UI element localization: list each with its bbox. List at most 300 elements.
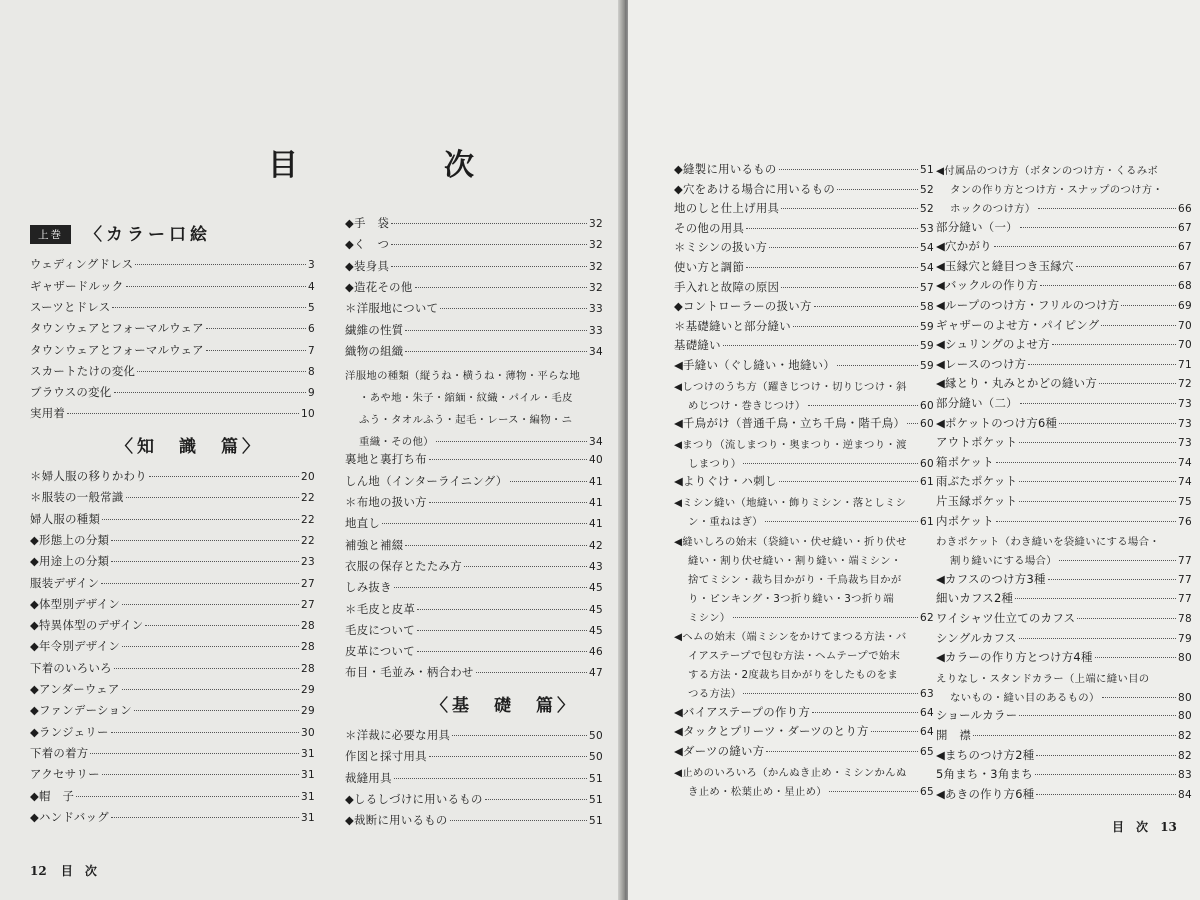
dot-leader [111, 732, 299, 733]
toc-entry-text: ギャザードルック [30, 278, 124, 293]
toc-entry [674, 628, 934, 704]
dot-leader [996, 521, 1176, 522]
toc-entry [345, 813, 603, 828]
toc-entry [674, 474, 934, 489]
toc-page-number: 54 [920, 242, 934, 255]
toc-entry [345, 644, 603, 659]
toc-entry-text: 実用着 [30, 406, 66, 421]
toc-page-number: 41 [589, 518, 603, 531]
dot-leader [112, 307, 306, 308]
toc-page-number: 60 [920, 457, 934, 470]
dot-leader [996, 462, 1176, 463]
toc-entry [674, 299, 934, 314]
toc-page-number: 6 [308, 323, 315, 336]
toc-entry-text: ◀レースのつけ方 [936, 356, 1027, 371]
dot-leader [76, 796, 299, 797]
toc-entry-text: しみ抜き [345, 580, 392, 595]
toc-entry [30, 406, 315, 421]
toc-entry-text: する方法・2度裁ち目かがりをしたものをま [688, 669, 899, 682]
dot-leader [765, 521, 918, 522]
toc-entry [345, 323, 603, 338]
toc-entry-text: 割り縫いにする場合） [950, 555, 1057, 568]
toc-entry-text: 衣服の保存とたたみ方 [345, 558, 462, 573]
toc-entry-text: 織物の組織 [345, 343, 404, 358]
dot-leader [829, 791, 918, 792]
dot-leader [814, 306, 918, 307]
toc-entry-text: ◆ハンドバッグ [30, 809, 109, 824]
toc-page-number: 42 [589, 539, 603, 552]
toc-page-number: 32 [589, 260, 603, 273]
toc-entry-text: ワイシャツ仕立てのカフス [936, 611, 1076, 625]
toc-entry-text: 毛皮について [345, 622, 415, 637]
toc-page-number: 67 [1178, 221, 1192, 234]
dot-leader [1019, 638, 1177, 639]
toc-page-number: 74 [1178, 456, 1192, 469]
toc-entry-text: しまつり） [688, 457, 742, 470]
toc-entry [674, 162, 934, 177]
dot-leader [779, 169, 918, 170]
toc-page-number: 69 [1178, 300, 1192, 312]
toc-page-number: 72 [1178, 378, 1192, 391]
toc-page-number: 32 [589, 239, 603, 252]
toc-entry [674, 358, 934, 373]
toc-page-number: 5 [308, 301, 315, 314]
toc-entry-text: ◀縁とり・丸みとかどの縫い方 [936, 376, 1098, 391]
toc-entry [30, 554, 315, 569]
folio-label: 目 次 [60, 864, 97, 878]
dot-leader [1036, 755, 1176, 756]
toc-page-number: 64 [920, 706, 934, 719]
dot-leader [746, 228, 918, 229]
toc-entry-text: ・あや地・朱子・縮緬・紋織・パイル・毛皮 [359, 392, 573, 405]
toc-page-number: 47 [589, 667, 603, 680]
toc-entry-text: ◀玉縁穴と縫目つき玉縁穴 [936, 258, 1074, 273]
toc-entry-text: 皮革について [345, 644, 415, 659]
toc-entry-text: スカートたけの変化 [30, 363, 136, 378]
toc-entry [936, 533, 1192, 571]
toc-entry [30, 597, 315, 612]
toc-entry [936, 376, 1192, 391]
toc-entry-text: ◆アンダーウェア [30, 682, 120, 696]
page-folio-right [1112, 818, 1177, 835]
toc-page-number: 59 [920, 340, 934, 353]
toc-entry [345, 495, 603, 510]
toc-entry-text: タウンウェアとフォーマルウェア [30, 321, 204, 336]
dot-leader [67, 413, 299, 414]
toc-entry [936, 591, 1192, 606]
toc-entry-text: めじつけ・巻きじつけ） [688, 399, 806, 412]
toc-entry-text: スーツとドレス [30, 299, 111, 314]
toc-page-number: 57 [920, 281, 934, 294]
toc-entry-text: ないもの・縫い目のあるもの） [950, 691, 1100, 704]
toc-page-number: 62 [920, 611, 934, 624]
toc-entry [936, 787, 1192, 802]
toc-page-number: 34 [589, 345, 603, 358]
dot-leader [429, 459, 587, 460]
toc-entry [936, 514, 1192, 529]
toc-entry [30, 321, 315, 336]
toc-entry [30, 300, 315, 315]
toc-entry-text: ◀ポケットのつけ方6種 [936, 415, 1058, 430]
toc-entry-text: 地のしと仕上げ用具 [674, 201, 780, 216]
dot-leader [1019, 481, 1176, 482]
dot-leader [111, 540, 299, 541]
dot-leader [779, 481, 918, 482]
dot-leader [746, 267, 918, 268]
toc-entry-text: タンの作り方とつけ方・スナップのつけ方・ [950, 184, 1164, 196]
toc-entry-text: 部分縫い（二） [936, 396, 1018, 410]
toc-entry-text: ◆年令別デザイン [30, 639, 121, 654]
dot-leader [907, 423, 918, 424]
toc-entry [345, 344, 603, 359]
dot-leader [405, 545, 587, 546]
toc-page-number: 29 [301, 705, 315, 718]
toc-page-number: 27 [301, 598, 315, 611]
dot-leader [1019, 715, 1176, 716]
toc-entry [674, 260, 934, 275]
toc-entry [345, 792, 603, 807]
toc-entry-text: ホックのつけ方） [950, 203, 1036, 215]
toc-entry [674, 201, 934, 216]
toc-page-number: 63 [920, 688, 934, 701]
section-heading [116, 432, 263, 457]
toc-entry-text: タウンウェアとフォーマルウェア [30, 342, 204, 357]
toc-page-number: 61 [920, 476, 934, 489]
toc-page-number: 75 [1178, 496, 1192, 508]
toc-entry-text: ＊服装の一般常識 [30, 490, 124, 505]
toc-entry-text: 捨てミシン・裁ち目かがり・千鳥裁ち目かが [688, 573, 902, 586]
toc-entry [345, 516, 603, 531]
toc-page-number: 34 [589, 436, 603, 449]
toc-entry [674, 744, 934, 759]
toc-entry [936, 239, 1192, 254]
toc-page-number: 20 [301, 471, 315, 483]
toc-entry [30, 703, 315, 718]
toc-entry-text: ◆造花その他 [345, 279, 413, 294]
toc-entry-text: 繊維の性質 [345, 322, 404, 337]
toc-entry [674, 764, 934, 802]
toc-entry [30, 789, 315, 804]
toc-entry-text: 縫い・割り伏せ縫い・割り縫い・端ミシン・ [688, 554, 902, 567]
toc-entry [674, 221, 934, 236]
dot-leader [391, 266, 587, 267]
toc-entry-text: 裁縫用具 [345, 770, 392, 785]
section-title: 〈カラー口絵 [85, 225, 211, 245]
toc-entry-text: ◆特異体型のデザイン [30, 618, 144, 633]
toc-entry-text: 婦人服の種類 [30, 511, 101, 526]
toc-entry-text: イアステープで包む方法・ヘムテープで始末 [688, 650, 901, 663]
toc-page-number: 9 [308, 387, 315, 400]
toc-entry-text: き止め・松葉止め・星止め） [688, 785, 827, 798]
toc-page-number: 76 [1178, 515, 1192, 528]
toc-entry-text: ＊布地の扱い方 [345, 495, 427, 509]
toc-entry-text: 箱ポケット [936, 454, 994, 469]
toc-entry-text: つる方法） [688, 688, 742, 701]
toc-entry [936, 455, 1192, 470]
dot-leader [417, 609, 587, 610]
toc-entry-text: ＊基礎縫いと部分縫い [674, 318, 791, 333]
dot-leader [135, 264, 306, 265]
folio-label: 目 次 [1112, 820, 1149, 834]
toc-entry [674, 724, 934, 739]
dot-leader [1035, 774, 1176, 775]
page-number: 12 [30, 864, 47, 878]
toc-page-number: 73 [1178, 437, 1192, 450]
toc-page-number: 45 [589, 624, 603, 637]
toc-entry-text: ◀バックルの作り方 [936, 278, 1039, 293]
toc-entry-text: ◀よりぐけ・ハ刺し [674, 474, 777, 489]
toc-page-number: 80 [1178, 710, 1192, 723]
toc-page-number: 22 [301, 534, 315, 547]
toc-page-number: 61 [920, 516, 934, 528]
dot-leader [206, 328, 306, 329]
dot-leader [994, 246, 1176, 247]
toc-entry [936, 396, 1192, 411]
toc-page-number: 45 [589, 603, 603, 616]
dot-leader [391, 223, 587, 224]
toc-entry [30, 576, 315, 591]
toc-page-number: 51 [589, 772, 603, 785]
toc-entry-text: ふう・タオルふう・起毛・レース・編物・ニ [359, 414, 573, 427]
dot-leader [1101, 325, 1176, 326]
toc-entry-text: ◀まつり（流しまつり・奥まつり・逆まつり・渡 [674, 438, 907, 451]
dot-leader [485, 799, 587, 800]
right-page [628, 0, 1200, 900]
toc-entry-text: ◀カラーの作り方とつけ方4種 [936, 650, 1093, 665]
toc-entry-text: 手入れと故障の原因 [674, 279, 780, 294]
toc-entry-text: ◆コントローラーの扱い方 [674, 299, 812, 314]
toc-entry-text: ◆手 袋 [345, 216, 390, 230]
toc-entry [936, 728, 1192, 743]
dot-leader [769, 247, 918, 248]
dot-leader [415, 287, 588, 288]
dot-leader [476, 672, 587, 673]
toc-page-number: 53 [920, 222, 934, 235]
toc-page-number: 82 [1178, 749, 1192, 762]
toc-entry [345, 559, 603, 574]
toc-page-number: 52 [920, 183, 934, 196]
toc-entry-text: ◀穴かがり [936, 239, 992, 254]
dot-leader [122, 604, 299, 605]
dot-leader [812, 712, 918, 713]
toc-entry [936, 416, 1192, 431]
toc-entry [30, 661, 315, 676]
dot-leader [1121, 305, 1176, 306]
toc-entry [345, 237, 603, 252]
toc-entry-text: 片玉縁ポケット [936, 494, 1018, 508]
dot-leader [90, 753, 299, 754]
toc-entry-text: ◆形態上の分類 [30, 532, 110, 547]
toc-entry [345, 728, 603, 743]
dot-leader [122, 689, 300, 690]
toc-page-number: 80 [1178, 691, 1192, 704]
page-folio-left [30, 862, 97, 879]
toc-entry [936, 708, 1192, 723]
dot-leader [405, 351, 587, 352]
toc-page-number: 64 [920, 726, 934, 739]
toc-entry [30, 512, 315, 527]
toc-page-number: 50 [589, 730, 603, 742]
toc-entry-text: 細いカフス2種 [936, 591, 1014, 606]
dot-leader [1028, 364, 1176, 365]
toc-entry [674, 494, 934, 532]
toc-entry-text: 5角まち・3角まち [936, 767, 1033, 782]
toc-entry-text: ミシン） [688, 611, 731, 624]
toc-entry [345, 474, 603, 489]
dot-leader [114, 668, 299, 669]
dot-leader [111, 561, 299, 562]
toc-page-number: 60 [920, 399, 934, 412]
dot-leader [1040, 285, 1176, 286]
toc-entry-text: ン・重ねはぎ） [688, 516, 763, 528]
toc-entry [30, 746, 315, 761]
page-title: 目 次 [268, 148, 532, 183]
toc-entry [345, 280, 603, 295]
toc-page-number: 74 [1178, 476, 1192, 489]
toc-page-number: 27 [301, 577, 315, 590]
toc-page-number: 31 [301, 747, 315, 760]
dot-leader [973, 735, 1176, 736]
toc-page-number: 67 [1178, 260, 1192, 273]
toc-page-number: 68 [1178, 280, 1192, 293]
toc-entry-text: ◆穴をあける場合に用いるもの [674, 181, 836, 196]
toc-entry-text: ウェディングドレス [30, 257, 134, 272]
dot-leader [1015, 598, 1176, 599]
dot-leader [1059, 423, 1176, 424]
toc-page-number: 7 [308, 344, 315, 357]
toc-page-number: 4 [308, 280, 315, 293]
toc-entry [936, 572, 1192, 587]
dot-leader [1059, 560, 1176, 561]
toc-entry-text: ◀縫いしろの始末（袋縫い・伏せ縫い・折り伏せ [674, 535, 907, 548]
toc-entry [674, 319, 934, 334]
toc-entry [30, 767, 315, 782]
dot-leader [436, 441, 587, 442]
toc-entry-text: り・ピンキング・3つ折り縫い・3つ折り端 [688, 592, 894, 605]
toc-entry-text: ＊婦人服の移りかわり [30, 469, 147, 483]
toc-page-number: 67 [1178, 241, 1192, 254]
toc-entry [674, 416, 934, 431]
toc-entry-text: ◀しつけのうち方（躍きじつけ・切りじつけ・斜 [674, 380, 907, 393]
toc-entry-text: ＊毛皮と皮革 [345, 601, 416, 616]
dot-leader [452, 735, 587, 736]
dot-leader [101, 583, 299, 584]
toc-page-number: 31 [301, 769, 315, 782]
toc-entry-text: 部分縫い（一） [936, 219, 1018, 234]
section-title: 〈知 識 篇〉 [116, 436, 263, 457]
toc-entry-text: ギャザーのよせ方・パイピング [936, 317, 1100, 332]
dot-leader [405, 330, 587, 331]
toc-page-number: 54 [920, 262, 934, 274]
dot-leader [102, 519, 299, 520]
toc-entry-text: ◀ダーツの縫い方 [674, 744, 765, 758]
toc-entry-text: ＊洋服地について [345, 301, 439, 316]
toc-entry-text: ◆用途上の分類 [30, 554, 110, 569]
toc-page-number: 31 [301, 811, 315, 824]
toc-entry [674, 280, 934, 295]
toc-entry [936, 494, 1192, 509]
toc-page-number: 51 [920, 164, 934, 176]
toc-page-number: 59 [920, 320, 934, 333]
toc-entry-text: ◀まちのつけ方2種 [936, 747, 1035, 762]
toc-entry [674, 436, 934, 474]
toc-entry [345, 365, 603, 453]
toc-entry [345, 602, 603, 617]
toc-entry-text: ◀ループのつけ方・フリルのつけ方 [936, 298, 1120, 312]
toc-entry [936, 748, 1192, 763]
toc-page-number: 22 [301, 492, 315, 505]
dot-leader [1077, 618, 1176, 619]
toc-entry-text: ◀シュリングのよせ方 [936, 337, 1050, 352]
toc-page-number: 33 [589, 303, 603, 316]
toc-entry [936, 631, 1192, 646]
toc-entry-text: ◀千鳥がけ（普通千鳥・立ち千鳥・階千鳥） [674, 416, 906, 431]
dot-leader [743, 463, 918, 464]
dot-leader [382, 523, 587, 524]
toc-entry [345, 580, 603, 595]
toc-entry [936, 162, 1192, 219]
toc-entry [30, 618, 315, 633]
dot-leader [1036, 794, 1176, 795]
toc-page-number: 51 [589, 793, 603, 806]
toc-page-number: 52 [920, 203, 934, 216]
toc-entry [345, 771, 603, 786]
toc-page-number: 70 [1178, 339, 1192, 352]
dot-leader [440, 308, 587, 309]
toc-page-number: 43 [589, 560, 603, 573]
toc-entry-text: ブラウスの変化 [30, 385, 112, 400]
toc-entry-text: ◀タックとプリーツ・ダーツのとり方 [674, 724, 869, 739]
toc-entry [936, 278, 1192, 293]
toc-entry-text: ＊洋裁に必要な用具 [345, 728, 451, 742]
toc-entry [674, 240, 934, 255]
toc-page-number: 79 [1178, 632, 1192, 645]
toc-page-number: 22 [301, 513, 315, 526]
toc-entry-text: 下着のいろいろ [30, 660, 112, 675]
toc-entry-text: ◆縫製に用いるもの [674, 162, 777, 176]
dot-leader [149, 476, 299, 477]
toc-page-number: 84 [1178, 788, 1192, 801]
toc-entry [30, 364, 315, 379]
toc-entry [936, 611, 1192, 626]
toc-page-number: 32 [589, 218, 603, 230]
dot-leader [837, 189, 918, 190]
toc-page-number: 59 [920, 360, 934, 372]
toc-entry-text: ◆装身具 [345, 258, 390, 273]
dot-leader [1038, 208, 1177, 209]
toc-entry [30, 725, 315, 740]
toc-page-number: 73 [1178, 398, 1192, 410]
toc-entry [30, 682, 315, 697]
toc-page-number: 82 [1178, 730, 1192, 742]
toc-page-number: 51 [589, 815, 603, 828]
dot-leader [394, 778, 587, 779]
toc-entry-text: シングルカフス [936, 630, 1017, 645]
toc-page-number: 10 [301, 408, 315, 421]
toc-entry [30, 385, 315, 400]
toc-page-number: 32 [589, 281, 603, 294]
toc-entry-text: ◀付属品のつけ方（ボタンのつけ方・くるみボ [936, 165, 1159, 177]
dot-leader [1099, 383, 1176, 384]
toc-entry-text: 服装デザイン [30, 575, 100, 590]
dot-leader [111, 817, 299, 818]
dot-leader [733, 617, 919, 618]
toc-entry [936, 435, 1192, 450]
toc-page-number: 28 [301, 641, 315, 654]
toc-entry [936, 259, 1192, 274]
dot-leader [394, 587, 587, 588]
toc-entry-text: ショールカラー [936, 708, 1018, 723]
